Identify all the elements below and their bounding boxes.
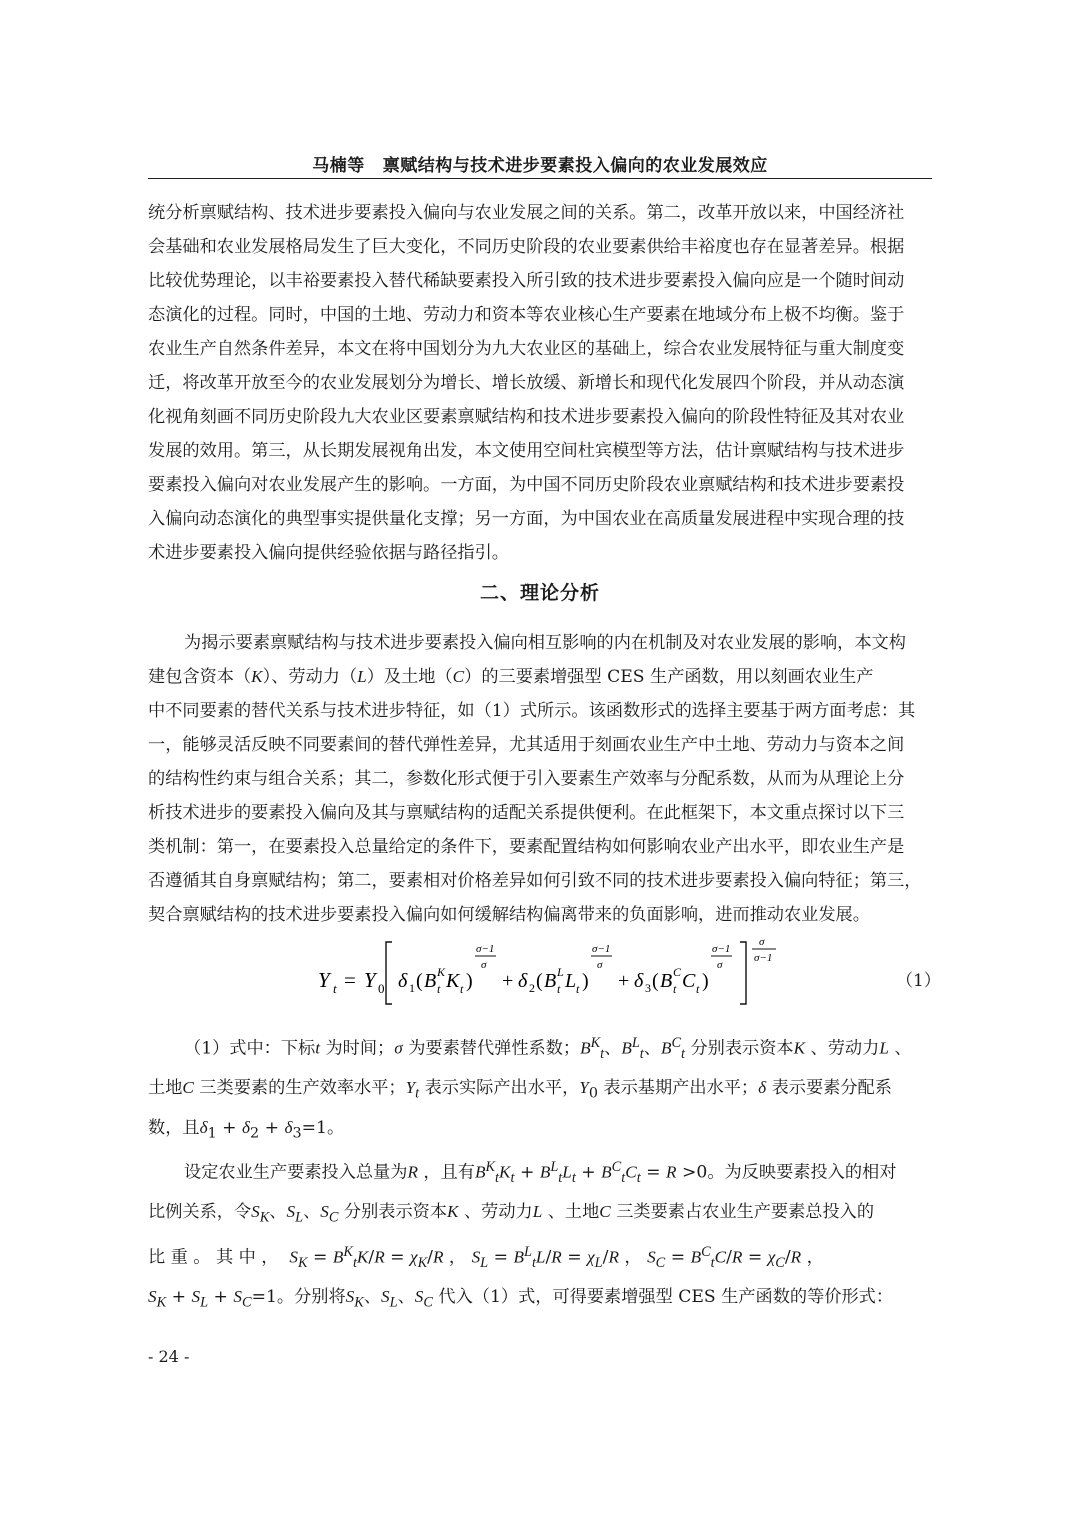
text-line: 术进步要素投入偏向提供经验依据与路径指引。 <box>148 543 509 563</box>
svg-text:t: t <box>460 982 464 996</box>
text-line: 态演化的过程。同时，中国的土地、劳动力和资本等农业核心生产要素在地域分布上极不均衡。鉴于 <box>148 305 905 325</box>
svg-text:σ−1: σ−1 <box>754 952 773 964</box>
text-line: 统分析禀赋结构、技术进步要素投入偏向与农业发展之间的关系。第二，改革开放以来，中国经济社 <box>148 203 905 223</box>
text-line: 比较优势理论，以丰裕要素投入替代稀缺要素投入所引致的技术进步要素投入偏向应是一个随时间动 <box>148 271 905 291</box>
svg-text:2: 2 <box>529 981 535 995</box>
svg-text:σ: σ <box>597 959 603 971</box>
equation-number: （1） <box>896 971 941 991</box>
svg-text:δ: δ <box>398 970 408 992</box>
svg-text:B: B <box>660 970 673 992</box>
text-line: 的结构性约束与组合关系；其二，参数化形式便于引入要素生产效率与分配系数，从而为从理论上分 <box>148 769 905 789</box>
svg-text:+: + <box>502 970 514 992</box>
text-line: 比例关系，令$S_K$、$S_L$、$S_C$ 分别表示资本K 、劳动力L 、土地C 三类要素占农业生产要素总投入的 <box>148 1202 875 1226</box>
svg-text:t: t <box>673 982 677 996</box>
text-line: （1）式中：下标t 为时间；σ 为要素替代弹性系数；$B^K_t$、$B^L_t$、$B^C_t$ 分别表示资本K 、劳动力L 、 <box>184 1035 912 1063</box>
notes-paragraph <box>148 1026 932 1319</box>
svg-text:(: ( <box>652 970 659 992</box>
text-line: 发展的效用。第三，从长期发展视角出发，本文使用空间杜宾模型等方法，估计禀赋结构与技术进步 <box>148 441 905 461</box>
text-line: 一，能够灵活反映不同要素间的替代弹性差异，尤其适用于刻画农业生产中土地、劳动力与资本之间 <box>148 735 905 755</box>
svg-text:C: C <box>673 965 682 979</box>
text-line: 析技术进步的要素投入偏向及其与禀赋结构的适配关系提供便利。在此框架下，本文重点探讨以下三 <box>148 803 905 823</box>
text-line: 农业生产自然条件差异，本文在将中国划分为九大农业区的基础上，综合农业发展特征与重大制度变 <box>148 339 905 359</box>
svg-text:Y: Y <box>364 968 376 992</box>
intro-paragraph <box>148 196 932 570</box>
section-title: 二、理论分析 <box>479 582 600 604</box>
svg-text:σ: σ <box>759 936 765 948</box>
svg-text:L: L <box>557 965 564 979</box>
svg-text:C: C <box>682 970 696 992</box>
text-line: 化视角刻画不同历史阶段九大农业区要素禀赋结构和技术进步要素投入偏向的阶段性特征及其对农业 <box>148 407 905 427</box>
header-rule <box>148 178 932 179</box>
svg-text:σ−1: σ−1 <box>592 943 611 955</box>
svg-text:): ) <box>582 970 589 992</box>
svg-text:3: 3 <box>645 981 651 995</box>
text-line: 要素投入偏向对农业发展产生的影响。一方面，为中国不同历史阶段农业禀赋结构和技术进步要素投 <box>148 475 905 495</box>
text-line: 否遵循其自身禀赋结构；第二，要素相对价格差异如何引致不同的技术进步要素投入偏向特征；第三， <box>148 871 922 891</box>
page-number: - 24 - <box>148 1347 190 1366</box>
header-authors: 马楠等 <box>312 156 365 176</box>
svg-text:δ: δ <box>518 970 528 992</box>
text-line: 类机制：第一，在要素投入总量给定的条件下，要素配置结构如何影响农业产出水平，即农业生产是 <box>148 837 905 857</box>
text-line: 数，且$\delta_1 + \delta_2 + \delta_3=1$。 <box>148 1117 345 1142</box>
svg-text:t: t <box>333 981 337 996</box>
running-head <box>148 151 932 176</box>
svg-text:B: B <box>424 970 437 992</box>
svg-text:σ−1: σ−1 <box>476 943 495 955</box>
svg-text:(: ( <box>536 970 543 992</box>
text-line: 为揭示要素禀赋结构与技术进步要素投入偏向相互影响的内在机制及对农业发展的影响，本文构 <box>184 633 906 653</box>
header-title: 禀赋结构与技术进步要素投入偏向的农业发展效应 <box>382 156 768 176</box>
svg-text:+: + <box>618 970 630 992</box>
svg-text:1: 1 <box>409 981 415 995</box>
svg-text:(: ( <box>416 970 423 992</box>
svg-text:t: t <box>696 982 700 996</box>
svg-text:): ) <box>702 970 709 992</box>
svg-text:K: K <box>446 970 460 992</box>
text-line: 迁，将改革开放至今的农业发展划分为增长、增长放缓、新增长和现代化发展四个阶段，并从动态演 <box>148 373 905 393</box>
svg-text:=: = <box>344 968 356 992</box>
text-line: 设定农业生产要素投入总量为R ，且有$B^K_tK_t + B^L_tL_t + B^C_tC_t = R >0$。为反映要素投入的相对 <box>184 1159 897 1187</box>
text-line: 建包含资本（K）、劳动力（L）及土地（C）的三要素增强型 CES 生产函数，用以刻画农业生产 <box>148 667 874 687</box>
svg-text:t: t <box>576 982 580 996</box>
svg-text:σ−1: σ−1 <box>712 943 731 955</box>
ces-production-equation <box>300 932 820 1012</box>
text-line: 入偏向动态演化的典型事实提供量化支撑；另一方面，为中国农业在高质量发展进程中实现合理的技 <box>148 509 905 529</box>
svg-text:σ: σ <box>717 959 723 971</box>
text-line: 会基础和农业发展格局发生了巨大变化，不同历史阶段的农业要素供给丰裕度也存在显著差异。根据 <box>148 237 905 257</box>
svg-text:t: t <box>557 982 561 996</box>
text-line: 土地C 三类要素的生产效率水平；$Y_t$ 表示实际产出水平，$Y_0$ 表示基期产出水平；δ 表示要素分配系 <box>148 1078 892 1102</box>
svg-text:δ: δ <box>634 970 644 992</box>
svg-text:Y: Y <box>318 968 330 992</box>
theory-paragraph <box>148 626 932 932</box>
svg-text:): ) <box>466 970 473 992</box>
text-line: $S_K + S_L + S_C=1$。分别将$S_K$、$S_L$、$S_C$ 代入（1）式，可得要素增强型 CES 生产函数的等价形式： <box>148 1286 894 1311</box>
svg-text:0: 0 <box>378 981 385 996</box>
text-line: 中不同要素的替代关系与技术进步特征，如（1）式所示。该函数形式的选择主要基于两方面考虑：其 <box>148 701 916 721</box>
svg-text:L: L <box>565 970 577 992</box>
text-line: 契合禀赋结构的技术进步要素投入偏向如何缓解结构偏离带来的负面影响，进而推动农业发展。 <box>148 905 870 925</box>
svg-text:σ: σ <box>481 959 487 971</box>
svg-text:K: K <box>437 965 446 979</box>
svg-text:t: t <box>437 982 441 996</box>
svg-text:B: B <box>544 970 557 992</box>
text-line: 比 重 。 其 中 ， $S_K = B^K_tK/R = \chi_K/R$ ， $S_L = B^L_tL/R = \chi_L/R$ ， $S_C = B^C_tC/R = \chi_C/R$ ， <box>148 1243 824 1271</box>
